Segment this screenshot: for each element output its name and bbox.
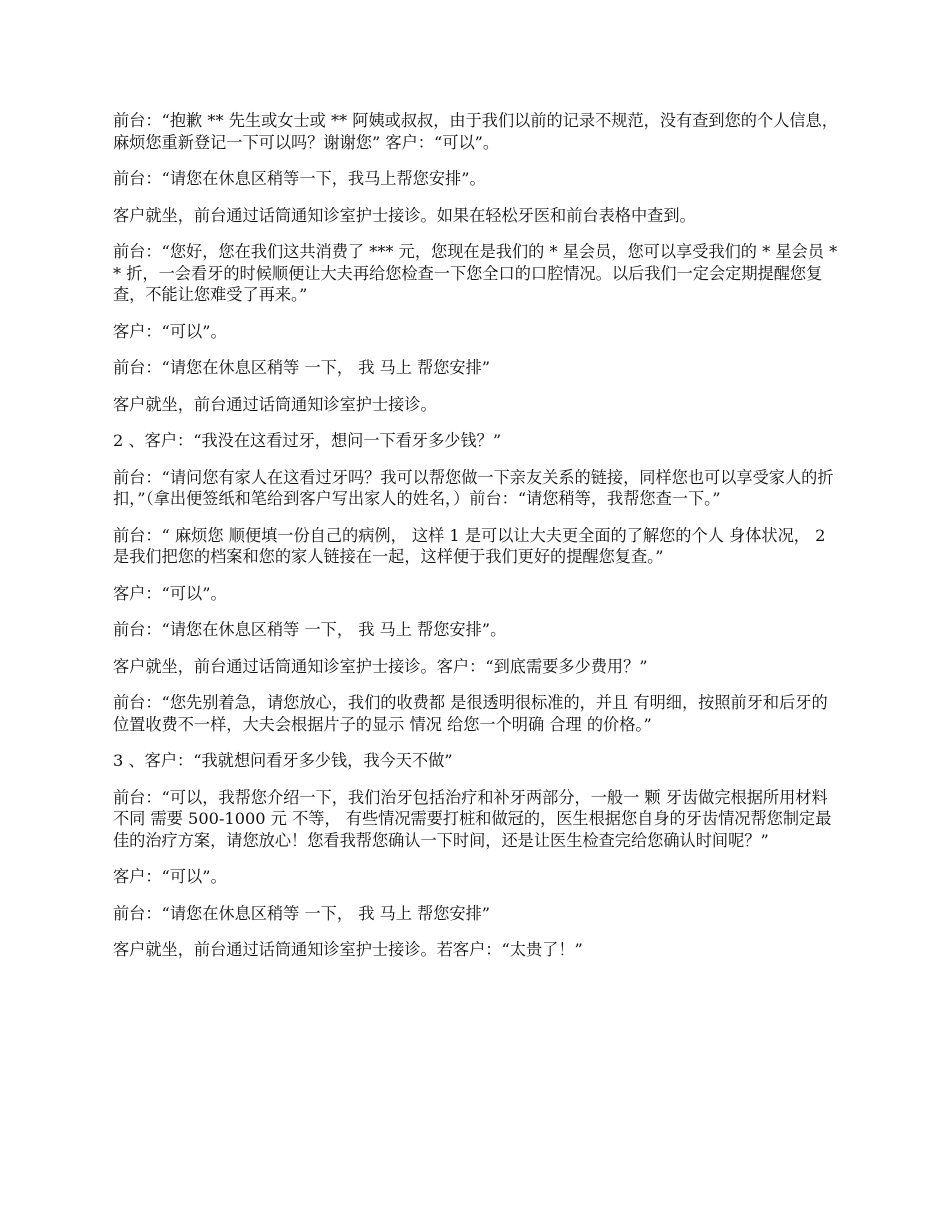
document-body: [113, 110, 841, 976]
paragraph: 前台：“您先别着急，请您放心，我们的收费都 是很透明很标准的，并且 有明细，按照前牙和后牙的位置收费不一样，大夫会根据片子的显示 情况 给您一个明确 合理 的价格。”: [113, 693, 828, 734]
paragraph: 前台：“ 麻烦您 顺便填一份自己的病例， 这样 1 是可以让大夫更全面的了解您的个人 身体状况， 2 是我们把您的档案和您的家人链接在一起，这样便于我们更好的提醒您复查。”: [113, 525, 826, 566]
paragraph: 3 、客户：“我就想问看牙多少钱，我今天不做”: [113, 751, 453, 770]
paragraph: 客户：“可以”。: [113, 583, 227, 603]
paragraph: 客户就坐，前台通过话筒通知诊室护士接诊。客户：“到底需要多少费用？”: [113, 656, 648, 676]
paragraph: 前台：“您好，您在我们这共消费了 *** 元，您现在是我们的 * 星会员，您可以享受我们的 * 星会员 ** 折，一会看牙的时候顺便让大夫再给您检查一下您全口的口腔情况。以后我们一定会定期提醒您复查，不能让您难受了再来。”: [113, 242, 838, 304]
paragraph: 前台：“请您在休息区稍等 一下， 我 马上 帮您安排”: [113, 903, 491, 923]
paragraph: 前台：“请您在休息区稍等 一下， 我 马上 帮您安排”。: [113, 620, 507, 639]
paragraph: 前台：“请您在休息区稍等一下，我马上帮您安排”。: [113, 169, 486, 188]
paragraph: 客户就坐，前台通过话筒通知诊室护士接诊。: [113, 394, 437, 414]
paragraph: 前台：“请您在休息区稍等 一下， 我 马上 帮您安排”: [113, 358, 491, 377]
paragraph: 前台：“抱歉 ** 先生或女士或 ** 阿姨或叔叔，由于我们以前的记录不规范，没有查到您的个人信息，麻烦您重新登记一下可以吗？谢谢您” 客户：“可以”。: [113, 111, 838, 152]
paragraph: 客户：“可以”。: [113, 867, 227, 886]
paragraph: 2 、客户：“我没在这看过牙，想问一下看牙多少钱？”: [113, 431, 502, 450]
paragraph: 客户就坐，前台通过话筒通知诊室护士接诊。若客户：“太贵了！”: [113, 940, 583, 959]
paragraph: 前台：“请问您有家人在这看过牙吗？我可以帮您做一下亲友关系的链接，同样您也可以享受家人的折扣，”（拿出便签纸和笔给到客户写出家人的姓名，）前台：“请您稍等，我帮您查一下。”: [113, 467, 834, 508]
paragraph: 前台：“可以，我帮您介绍一下，我们治牙包括治疗和补牙两部分，一般一 颗 牙齿做完根据所用材料不同 需要 500-1000 元 不等， 有些情况需要打桩和做冠的，医生根据您自身的牙齿情况帮您制定最佳的治疗方案，请您放心！您看我帮您确认一下时间，还是让医生检查完给您确认时间呢？”: [113, 787, 832, 850]
paragraph: 客户就坐，前台通过话筒通知诊室护士接诊。如果在轻松牙医和前台表格中查到。: [113, 205, 696, 225]
paragraph: 客户：“可以”。: [113, 321, 227, 341]
